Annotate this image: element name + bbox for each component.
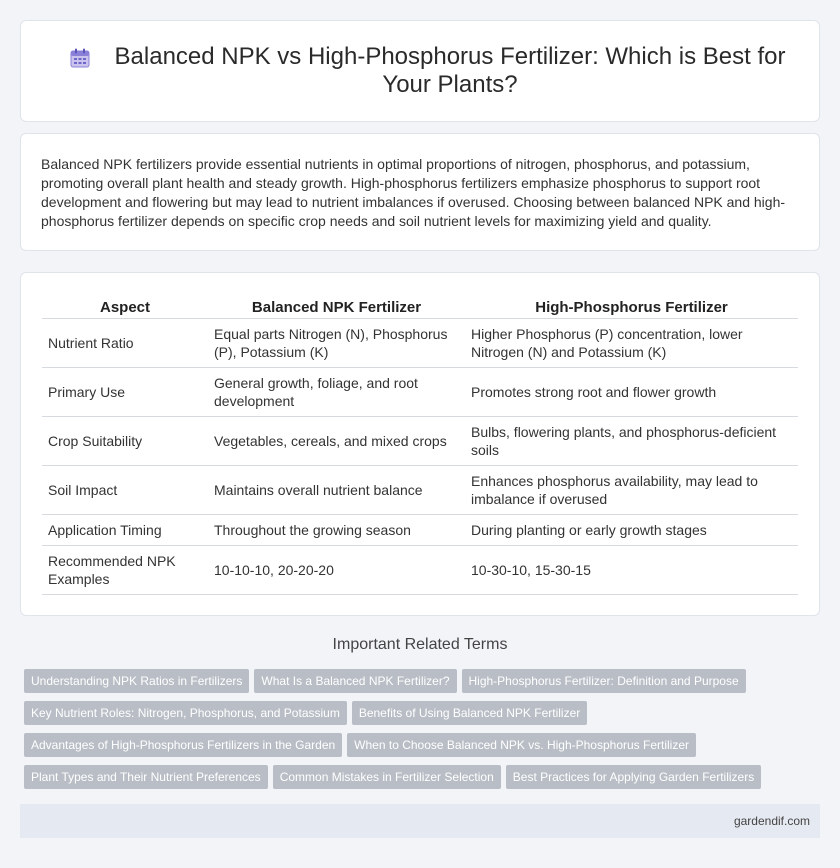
table-cell: Crop Suitability bbox=[42, 417, 208, 466]
related-term-tag[interactable]: When to Choose Balanced NPK vs. High-Phosphorus Fertilizer bbox=[347, 733, 696, 757]
table-row bbox=[42, 515, 798, 546]
title-card bbox=[20, 20, 820, 122]
footer-site-link[interactable]: gardendif.com bbox=[733, 814, 810, 828]
table-header-row bbox=[42, 295, 798, 319]
table-row bbox=[42, 319, 798, 368]
table-row bbox=[42, 368, 798, 417]
table-cell: Recommended NPK Examples bbox=[42, 546, 208, 595]
related-term-tag[interactable]: Advantages of High-Phosphorus Fertilizers in the Garden bbox=[24, 733, 342, 757]
table-cell: Promotes strong root and flower growth bbox=[465, 368, 798, 417]
related-term-tag[interactable]: Benefits of Using Balanced NPK Fertilizer bbox=[352, 701, 587, 725]
tag-row bbox=[24, 669, 804, 701]
table-row bbox=[42, 417, 798, 466]
table-cell: Bulbs, flowering plants, and phosphorus-deficient soils bbox=[465, 417, 798, 466]
table-cell: Maintains overall nutrient balance bbox=[208, 466, 465, 515]
related-term-tag[interactable]: Understanding NPK Ratios in Fertilizers bbox=[24, 669, 249, 693]
tag-row bbox=[24, 701, 804, 733]
table-cell: Application Timing bbox=[42, 515, 208, 546]
page-title: Balanced NPK vs High-Phosphorus Fertilizer: Which is Best for Your Plants? bbox=[114, 43, 786, 98]
related-term-tag[interactable]: Key Nutrient Roles: Nitrogen, Phosphorus, and Potassium bbox=[24, 701, 347, 725]
table-cell: Equal parts Nitrogen (N), Phosphorus (P), Potassium (K) bbox=[208, 319, 465, 368]
footer-bar bbox=[20, 804, 820, 838]
column-header-balanced-npk: Balanced NPK Fertilizer bbox=[208, 295, 465, 319]
column-header-aspect: Aspect bbox=[42, 295, 208, 319]
related-term-tag[interactable]: Best Practices for Applying Garden Fertilizers bbox=[506, 765, 761, 789]
table-cell: Primary Use bbox=[42, 368, 208, 417]
table-cell: 10-30-10, 15-30-15 bbox=[465, 546, 798, 595]
table-row bbox=[42, 466, 798, 515]
column-header-high-phosphorus: High-Phosphorus Fertilizer bbox=[465, 295, 798, 319]
table-row bbox=[42, 546, 798, 595]
table-cell: General growth, foliage, and root development bbox=[208, 368, 465, 417]
related-term-tag[interactable]: Common Mistakes in Fertilizer Selection bbox=[273, 765, 501, 789]
table-cell: During planting or early growth stages bbox=[465, 515, 798, 546]
table-cell: Vegetables, cereals, and mixed crops bbox=[208, 417, 465, 466]
related-terms-list bbox=[24, 669, 804, 797]
table-cell: Higher Phosphorus (P) concentration, lower Nitrogen (N) and Potassium (K) bbox=[465, 319, 798, 368]
table-cell: Enhances phosphorus availability, may lead to imbalance if overused bbox=[465, 466, 798, 515]
comparison-table bbox=[42, 295, 798, 595]
related-term-tag[interactable]: What Is a Balanced NPK Fertilizer? bbox=[254, 669, 456, 693]
table-cell: Throughout the growing season bbox=[208, 515, 465, 546]
tag-row bbox=[24, 765, 804, 797]
table-cell: Soil Impact bbox=[42, 466, 208, 515]
table-cell: 10-10-10, 20-20-20 bbox=[208, 546, 465, 595]
related-term-tag[interactable]: Plant Types and Their Nutrient Preferences bbox=[24, 765, 268, 789]
comparison-table-card bbox=[20, 272, 820, 616]
related-terms-heading: Important Related Terms bbox=[332, 636, 508, 653]
summary-paragraph: Balanced NPK fertilizers provide essential nutrients in optimal proportions of nitrogen, phosphorus, and potassium, promoting overall plant health and steady growth. High-phosphorus fertilizers emphasize phosphorus to support root development and flowering but may lead to nutrient imbalances if overused. Choosing between balanced NPK and high-phosphorus fertilizer depends on specific crop needs and soil nutrient levels for maximizing yield and quality. bbox=[41, 156, 786, 229]
summary-card bbox=[20, 133, 820, 251]
table-cell: Nutrient Ratio bbox=[42, 319, 208, 368]
related-term-tag[interactable]: High-Phosphorus Fertilizer: Definition and Purpose bbox=[462, 669, 746, 693]
tag-row bbox=[24, 733, 804, 765]
